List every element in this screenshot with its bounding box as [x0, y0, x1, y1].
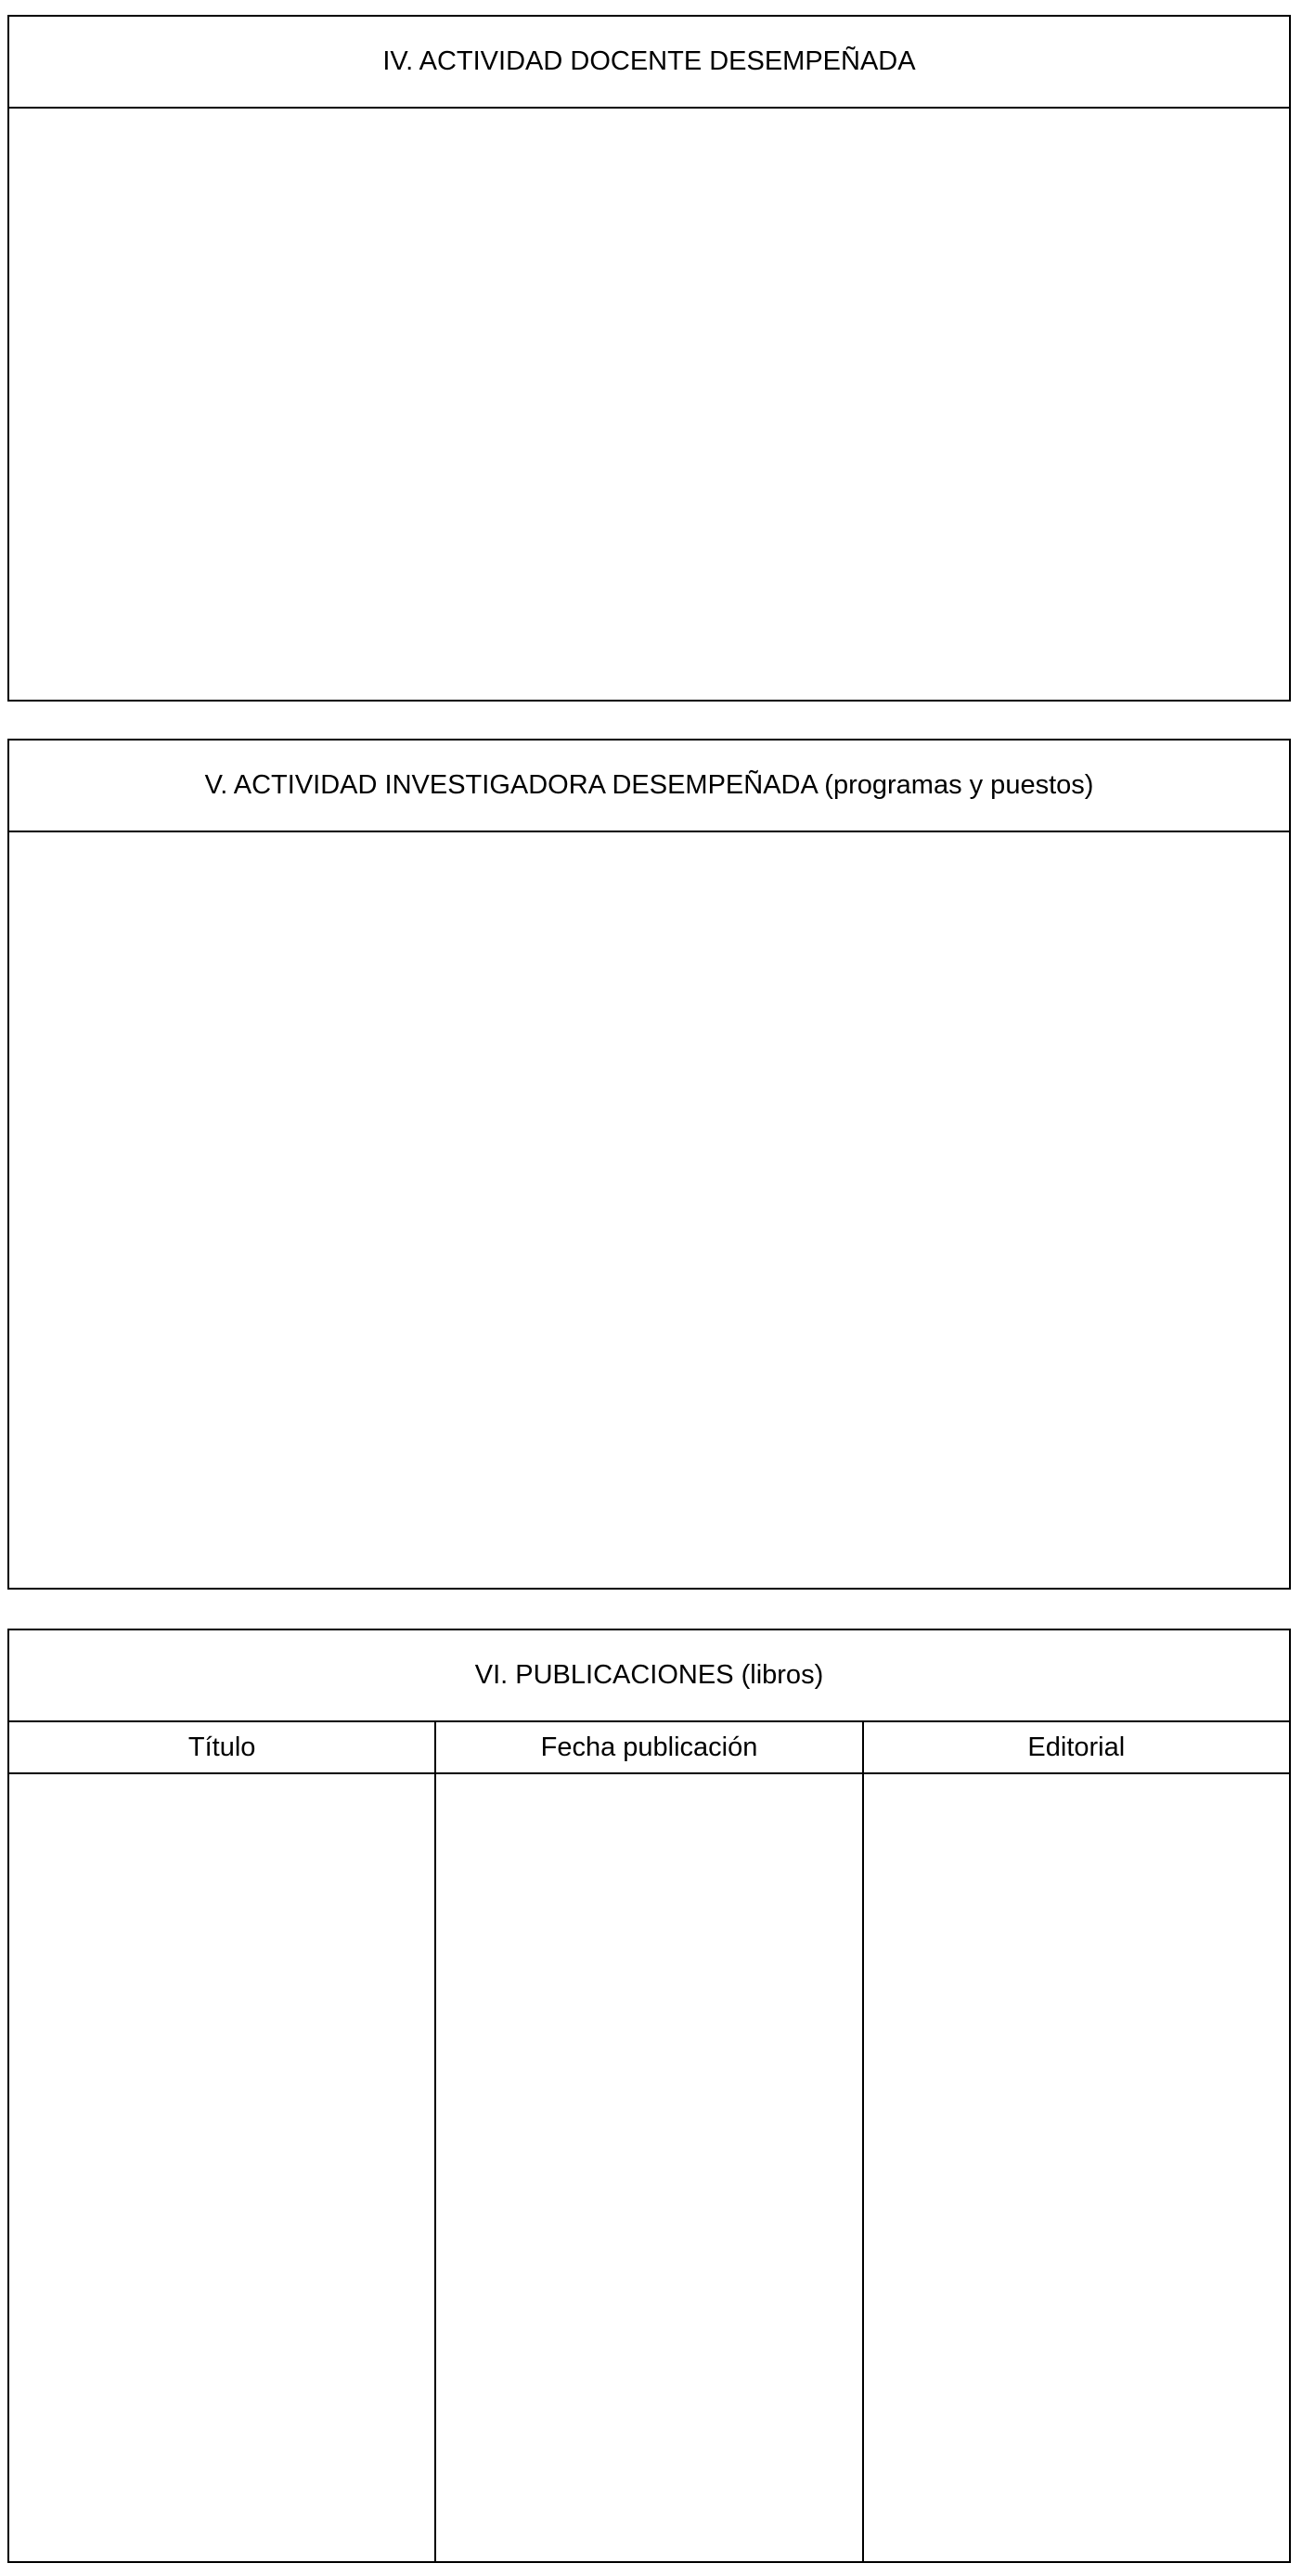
publications-table-body [9, 1774, 1289, 2561]
publications-table-header [9, 1722, 1289, 1774]
section-teaching-activity [7, 15, 1291, 702]
section-publications [7, 1629, 1291, 2563]
column-header-title: Título [9, 1722, 436, 1772]
section-title: VI. PUBLICACIONES (libros) [9, 1630, 1289, 1722]
title-cell[interactable] [9, 1774, 436, 2561]
column-header-publisher: Editorial [1027, 1732, 1126, 1762]
publisher-cell[interactable] [864, 1774, 1289, 2561]
column-header-date: Fecha publicación [436, 1722, 863, 1772]
section-title: IV. ACTIVIDAD DOCENTE DESEMPEÑADA [9, 17, 1289, 109]
teaching-activity-field[interactable] [9, 109, 1289, 700]
section-research-activity [7, 739, 1291, 1590]
date-cell[interactable] [436, 1774, 863, 2561]
section-title: V. ACTIVIDAD INVESTIGADORA DESEMPEÑADA (programas y puestos) [9, 741, 1289, 832]
research-activity-field[interactable] [9, 832, 1289, 1588]
